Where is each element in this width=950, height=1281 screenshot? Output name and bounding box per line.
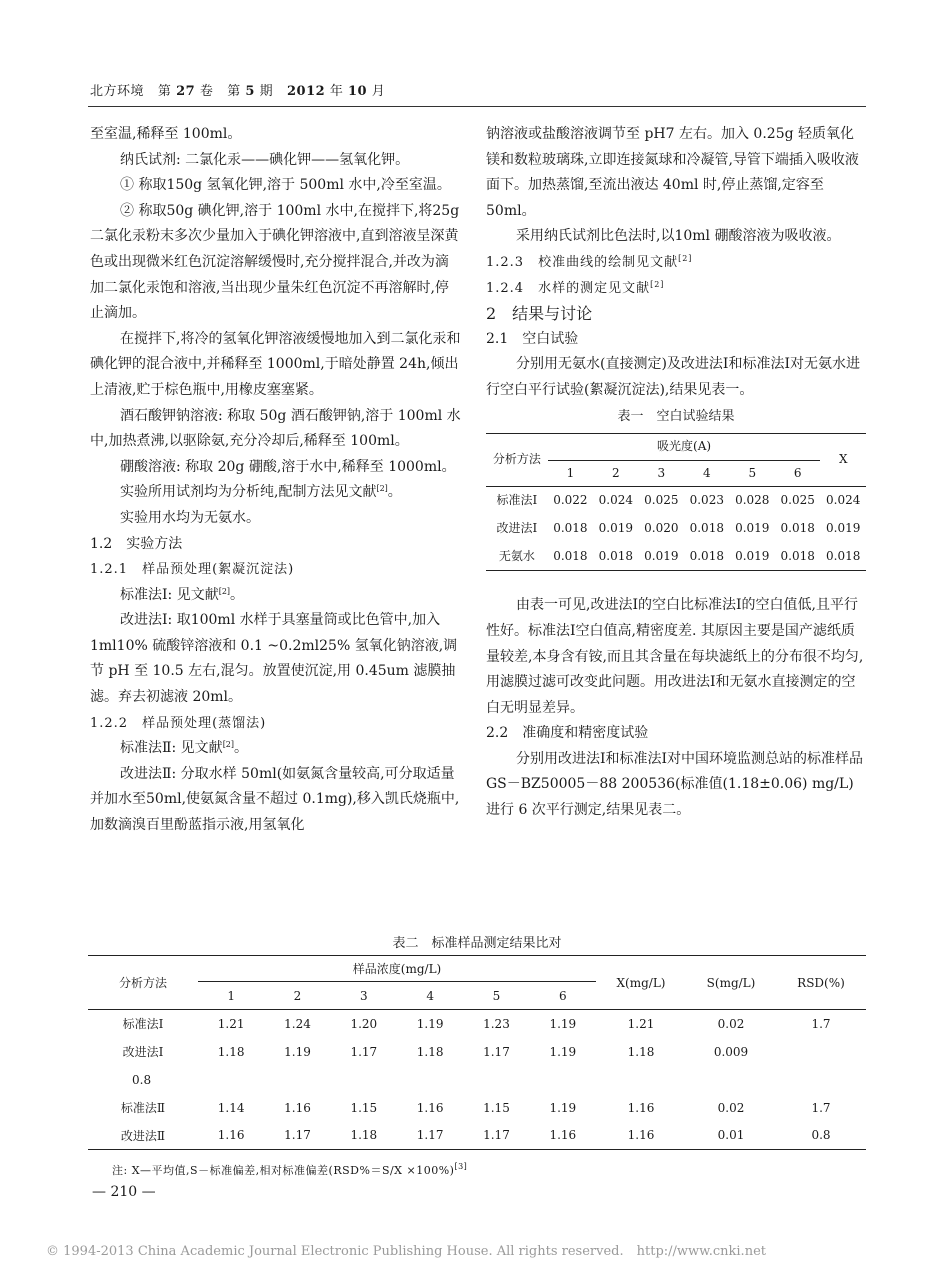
table-row: 标准法Ⅱ 1.14 1.16 1.15 1.16 1.15 1.19 1.16 0.02 1.7 [120,1100,831,1115]
table1-method-header: 分析方法 [492,452,541,467]
subsection-heading: 1.2.1 样品预处理(絮凝沉淀法) [90,562,295,578]
paragraph: 标准法Ⅱ: 见文献[2]。 [120,740,249,757]
table2 [88,955,866,1150]
subsection-heading: 1.2.2 样品预处理(蒸馏法) [90,715,267,731]
paragraph: 采用纳氏试剂比色法时,以10ml 硼酸溶液为吸收液。 [516,228,841,245]
table-row: 标准法Ⅰ 1.21 1.24 1.20 1.19 1.23 1.19 1.21 0.02 1.7 [122,1016,831,1032]
copyright-footer: © 1994-2013 China Academic Journal Electronic Publishing House. All rights reserved. http://www.cnki.net [46,1244,766,1259]
table2-caption: 表二 标准样品测定结果比对 [392,936,562,951]
paragraph: 改进法Ⅱ: 分取水样 50ml(如氨氮含量较高,可分取适量并加水至50ml,使氨氮含量不超过 0.1mg),移入凯氏烧瓶中,加数滴溴百里酚蓝指示液,用氢氧化 [90,765,460,834]
year: 2012 [287,84,326,99]
paragraph: ① 称取150g 氢氧化钾,溶于 500ml 水中,冷至室温。 [120,177,451,194]
paragraph: 实验所用试剂均为分析纯,配制方法见文献[2]。 [120,484,402,501]
table1-x-header: X [838,452,848,467]
table-row: 标准法Ⅰ 0.022 0.024 0.025 0.023 0.028 0.025 0.024 [496,493,861,508]
table2-col-header: 2 [293,988,302,1003]
table2-col-header: 3 [360,988,368,1003]
paragraph: 酒石酸钾钠溶液: 称取 50g 酒石酸钾钠,溶于 100ml 水中,加热煮沸,以驱除氨,充分冷却后,稀释至 100ml。 [90,407,461,450]
table2-x-header: X(mg/L) [616,975,666,990]
table1-col-header: 3 [657,465,666,480]
table1-abs-header: 吸光度(A) [548,434,821,461]
paragraph: 改进法Ⅰ: 取100ml 水样于具塞量筒或比色管中,加入 1ml10% 硫酸锌溶液和 0.1 ~0.2ml25% 氢氧化钠溶液,调节 pH 至 10.5 左右,混匀。放置使沉淀,用 0.45um 滤膜抽滤。弃去初滤液 20ml。 [90,612,458,706]
section-heading: 1.2 实验方法 [90,535,183,552]
section-heading: 2.2 准确度和精密度试验 [486,725,649,742]
volume: 27 [176,84,196,99]
section-heading: 2 结果与讨论 [486,304,593,324]
stray-rsd-value: 0.8 [132,1072,152,1087]
table1-col-header: 4 [702,465,711,480]
table2-col-header: 1 [227,988,235,1003]
table1-col-header: 1 [566,465,575,480]
table1 [486,433,866,571]
table-note: 注: X—平均值,S－标准偏差,相对标准偏差(RSD%＝S/X ×100%)[3] [112,1162,468,1177]
citation: [3] [454,1162,468,1171]
table-row: 无氨水 0.018 0.018 0.019 0.018 0.019 0.018 0.018 [498,548,861,563]
table1-col-header: 2 [612,465,620,480]
paragraph: 钠溶液或盐酸溶液调节至 pH7 左右。加入 0.25g 轻质氧化镁和数粒玻璃珠,立即连接氮球和冷凝管,导管下端插入吸收液面下。加热蒸馏,至流出液达 40ml 时,停止蒸馏,定容至 50ml。 [486,126,859,219]
paragraph: ② 称取50g 碘化钾,溶于 100ml 水中,在搅拌下,将25g 二氯化汞粉末多次少量加入于碘化钾溶液中,直到溶液呈深黄色或出现微米红色沉淀溶解缓慢时,充分搅拌混合,并改为滴加二氯化汞饱和溶液,当出现少量朱红色沉淀不再溶解时,停止滴加。 [90,202,460,322]
table1-col-header: 6 [793,465,802,480]
paragraph: 标准法Ⅰ: 见文献[2]。 [120,586,245,603]
table2-rsd-header: RSD(%) [797,975,845,990]
paragraph: 纳氏试剂: 二氯化汞——碘化钾——氢氧化钾。 [120,151,410,168]
citation: [2] [376,484,388,494]
citation: [2] [222,740,235,750]
citation: [2] [650,279,665,289]
left-column [90,122,462,839]
month: 10 [347,84,368,99]
table-row: 改进法Ⅰ 1.18 1.19 1.17 1.18 1.17 1.19 1.18 0.009 [122,1044,749,1059]
table2-col-header: 5 [492,988,501,1003]
table1-col-header: 5 [748,465,757,480]
paragraph: 至室温,稀释至 100ml。 [90,126,242,142]
table2-s-header: S(mg/L) [706,975,756,990]
page-number: — 210 — [92,1184,156,1200]
paragraph: 硼酸溶液: 称取 20g 硼酸,溶于水中,稀释至 1000ml。 [120,458,456,475]
table-row: 改进法Ⅰ 0.018 0.019 0.020 0.018 0.019 0.018 0.019 [496,521,861,536]
table2-method-header: 分析方法 [118,976,167,990]
table2-col-header: 6 [559,988,567,1003]
issue: 5 [245,84,255,99]
right-column [486,122,866,824]
table2-conc-header: 样品浓度(mg/L) [198,956,596,982]
paragraph: 分别用无氨水(直接测定)及改进法Ⅰ和标准法Ⅰ对无氨水进行空白平行试验(絮凝沉淀法),结果见表一。 [486,356,860,398]
table1-caption: 表一 空白试验结果 [617,408,735,424]
subsection-heading: 1.2.4 水样的测定见文献[2] [486,279,665,296]
table2-block [88,932,866,1150]
paragraph: 由表一可见,改进法Ⅰ的空白比标准法Ⅰ的空白值低,且平行性好。标准法Ⅰ空白值高,精密度差. 其原因主要是国产滤纸质量较差,本身含有铵,而且其含量在每块滤纸上的分布很不均匀,用滤膜过滤可改变此问题。用改进法Ⅰ和无氨水直接测定的空白无明显差异。 [486,597,864,716]
paragraph: 在搅拌下,将冷的氢氧化钾溶液缓慢地加入到二氯化汞和碘化钾的混合液中,并稀释至 1000ml,于暗处静置 24h,倾出上清液,贮于棕色瓶中,用橡皮塞塞紧。 [90,330,461,398]
table-row: 改进法Ⅱ 1.16 1.17 1.18 1.17 1.17 1.16 1.16 0.01 0.8 [120,1128,831,1143]
table-row [88,1066,866,1094]
paragraph: 分别用改进法Ⅰ和标准法Ⅰ对中国环境监测总站的标准样品 GS－BZ50005－88 200536(标准值(1.18±0.06) mg/L)进行 6 次平行测定,结果见表二。 [486,750,864,819]
running-header: 北方环境 第 27 卷 第 5 期 2012 年 10 月 [90,84,386,99]
citation: [2] [678,253,693,263]
subsection-heading: 1.2.3 校准曲线的绘制见文献[2] [486,253,693,270]
citation: [2] [218,586,231,596]
table2-col-header: 4 [426,988,434,1003]
section-heading: 2.1 空白试验 [486,330,579,347]
paragraph: 实验用水均为无氨水。 [120,509,260,526]
header-rule [88,106,866,107]
journal-name: 北方环境 [90,84,145,99]
